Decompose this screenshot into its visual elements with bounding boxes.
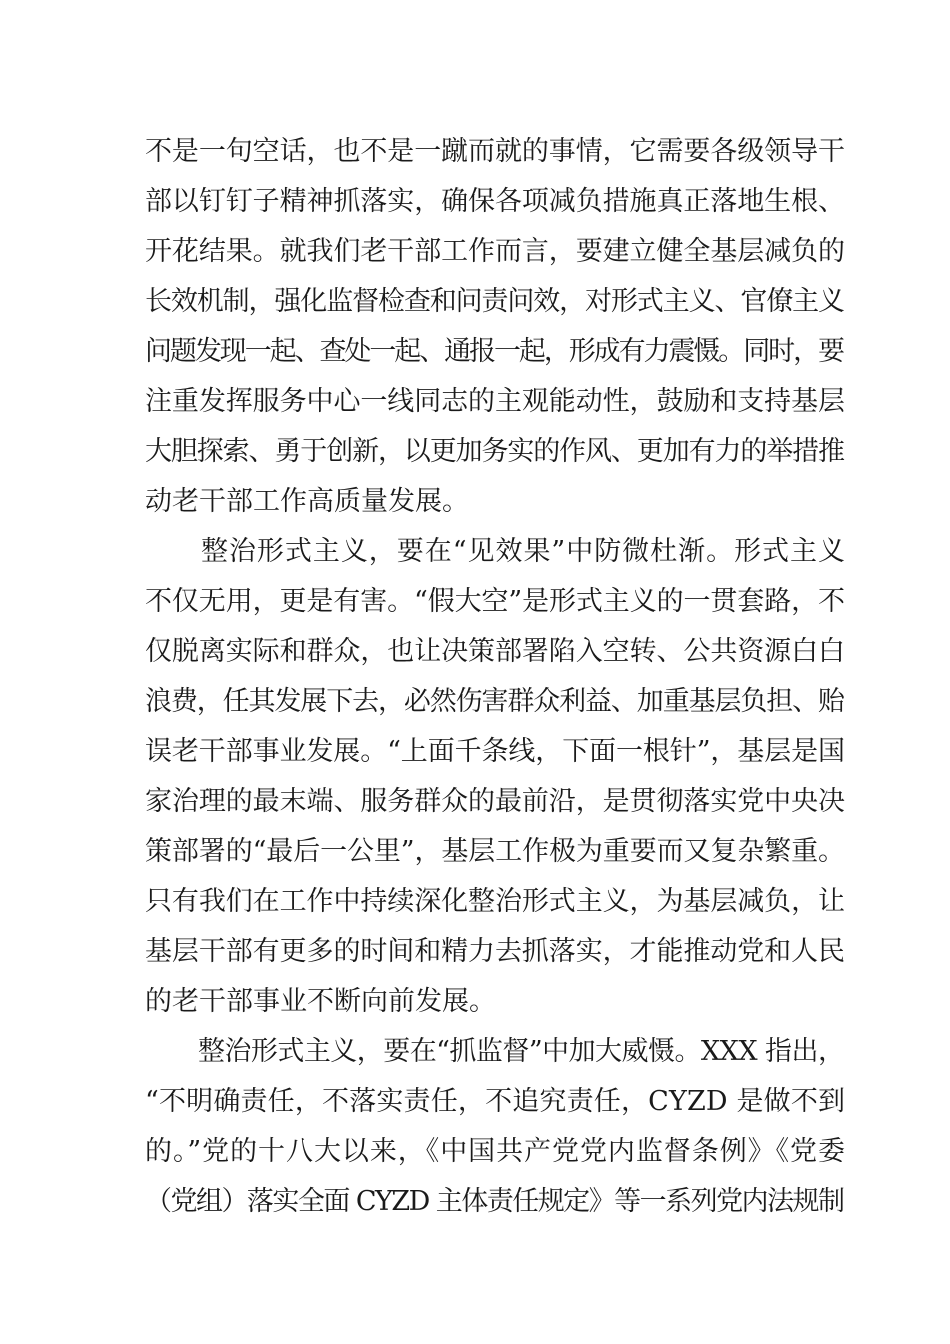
text-line: 基层干部有更多的时间和精力去抓落实，才能推动党和人民: [145, 936, 845, 967]
text-line: 误老干部事业发展。“上面千条线，下面一根针”，基层是国: [145, 736, 845, 767]
text-line: 大胆探索、勇于创新，以更加务实的作风、更加有力的举措推: [145, 436, 844, 467]
text-line: 策部署的“最后一公里”，基层工作极为重要而又复杂繁重。: [145, 836, 845, 867]
text-line: 问题发现一起、查处一起、通报一起，形成有力震慑。同时，要: [145, 336, 843, 367]
text-line: 整治形式主义，要在“抓监督”中加大威慑。XXX 指出，: [145, 1036, 845, 1067]
text-line: 部以钉钉子精神抓落实，确保各项减负措施真正落地生根、: [145, 186, 845, 217]
text-line: 动老干部工作高质量发展。: [145, 486, 469, 517]
text-line: 家治理的最末端、服务群众的最前沿，是贯彻落实党中央决: [145, 786, 845, 817]
body-text: [145, 127, 845, 1227]
text-line: 浪费，任其发展下去，必然伤害群众利益、加重基层负担、贻: [145, 686, 844, 717]
text-line: 注重发挥服务中心一线同志的主观能动性，鼓励和支持基层: [145, 386, 845, 417]
text-line: 不是一句空话，也不是一蹴而就的事情，它需要各级领导干: [145, 136, 845, 167]
text-line: （党组）落实全面 CYZD 主体责任规定》等一系列党内法规制: [145, 1186, 844, 1217]
text-line: 的。”党的十八大以来，《中国共产党党内监督条例》《党委: [145, 1136, 846, 1167]
text-line: “不明确责任，不落实责任，不追究责任，CYZD 是做不到: [145, 1086, 846, 1117]
text-line: 仅脱离实际和群众，也让决策部署陷入空转、公共资源白白: [145, 636, 845, 667]
text-line: 不仅无用，更是有害。“假大空”是形式主义的一贯套路，不: [145, 586, 845, 617]
text-line: 的老干部事业不断向前发展。: [145, 986, 496, 1017]
text-line: 开花结果。就我们老干部工作而言，要建立健全基层减负的: [145, 236, 845, 267]
text-line: 整治形式主义，要在“见效果”中防微杜渐。形式主义: [145, 536, 846, 567]
text-line: 只有我们在工作中持续深化整治形式主义，为基层减负，让: [145, 886, 845, 917]
text-line: 长效机制，强化监督检查和问责问效，对形式主义、官僚主义: [145, 286, 844, 317]
